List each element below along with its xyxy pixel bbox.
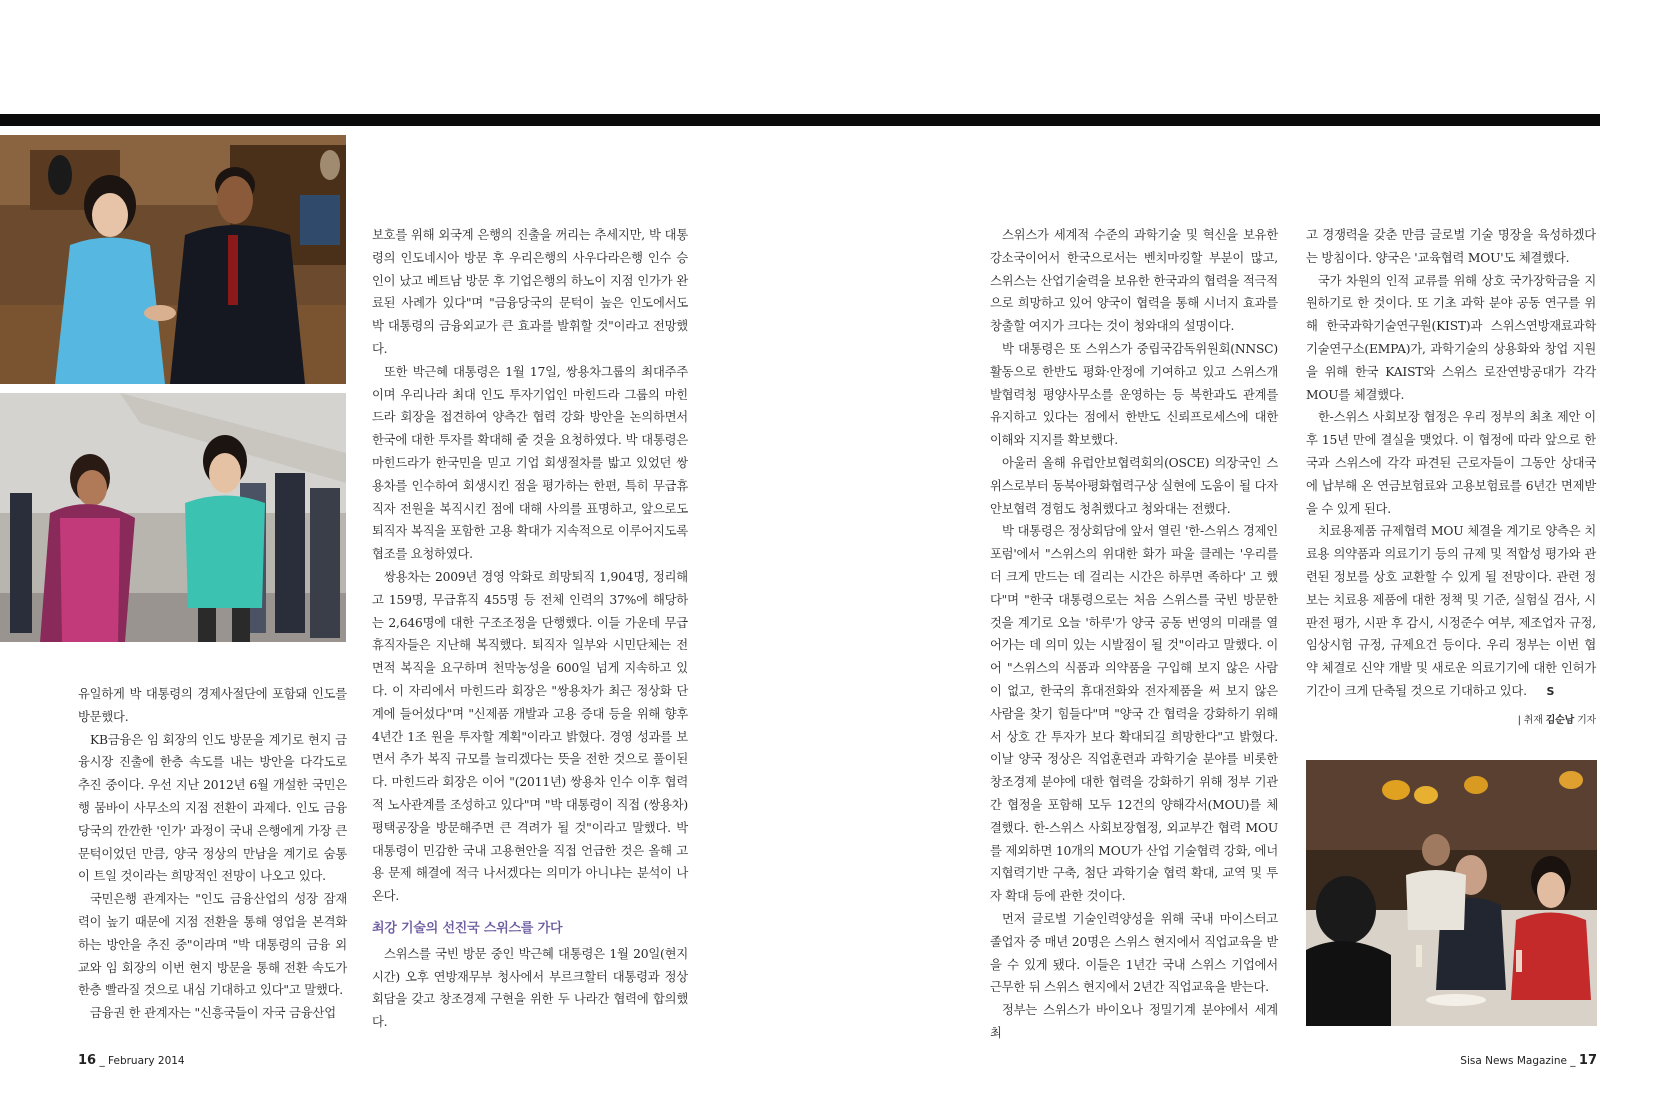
footer-left (78, 1053, 185, 1068)
footer-text: _ February 2014 (99, 1055, 185, 1067)
paragraph: KB금융은 임 회장의 인도 방문을 계기로 현지 금융시장 진출에 한층 속도를 내는 방안을 다각도로 추진 중이다. 우선 지난 2012년 6월 개설한 국민은행 뭄바이 사무소의 지점 전환이 과제다. 인도 금융당국의 깐깐한 '인가' 과정이 국내 은행에게 가장 큰 문턱이었던 만큼, 양국 정상의 만남을 계기로 숨통이 트일 것이라는 희망적인 전망이 나오고 있다. (78, 732, 347, 884)
article-column-2 (372, 224, 688, 1034)
photo-meeting-handshake (0, 135, 346, 384)
paragraph: 고 경쟁력을 갖춘 만큼 글로벌 기술 명장을 육성하겠다는 방침이다. 양국은 '교육협력 MOU'도 체결했다. (1306, 228, 1596, 265)
article-column-3 (990, 224, 1278, 1045)
paragraph: 아울러 올해 유럽안보협력회의(OSCE) 의장국인 스위스로부터 동북아평화협력구상 실현에 도움이 될 다자안보협력 경험도 청취했다고 청와대는 전했다. (990, 455, 1278, 516)
footer-text: Sisa News Magazine _ (1460, 1055, 1576, 1067)
article-column-4 (1306, 224, 1596, 733)
paragraph: 국가 차원의 인적 교류를 위해 상호 국가장학금을 지원하기로 한 것이다. 또 기초 과학 분야 공동 연구를 위해 한국과학기술연구원(KIST)과 스위스연방재료과학기술연구소(EMPA)가, 과학기술의 상용화와 창업 지원을 위해 한국 KAIST와 스위스 로잔연방공대가 각각 MOU를 체결했다. (1306, 273, 1596, 402)
paragraph: 보호를 위해 외국계 은행의 진출을 꺼리는 추세지만, 박 대통령의 인도네시아 방문 후 우리은행의 사우다라은행 인수 승인이 났고 베트남 방문 후 기업은행의 하노이 지점 인가가 완료된 사례가 있다"며 "금융당국의 문턱이 높은 인도에서도 박 대통령의 금융외교가 큰 효과를 발휘할 것"이라고 전망했다. (372, 228, 688, 356)
footer-right (1460, 1053, 1597, 1068)
article-column-1 (78, 683, 347, 1025)
photo-banquet (1306, 760, 1597, 1026)
paragraph: 박 대통령은 또 스위스가 중립국감독위원회(NNSC) 활동으로 한반도 평화·안정에 기여하고 있고 스위스개발협력청 평양사무소를 운영하는 등 북한과도 관계를 유지하고 있다는 점에서 한반도 신뢰프로세스에 대한 이해와 지지를 확보했다. (990, 341, 1278, 448)
paragraph: 금융권 한 관계자는 "신흥국들이 자국 금융산업 (90, 1006, 336, 1021)
byline (1306, 710, 1596, 733)
paragraph-text: 치료용제품 규제협력 MOU 체결을 계기로 양측은 치료용 의약품과 의료기기 등의 규제 및 적합성 평가와 관련된 정보를 상호 교환할 수 있게 될 전망이다. 관련 정보는 치료용 제품에 대한 정책 및 기준, 실험실 검사, 시판전 평가, 시판 후 감시, 시정준수 여부, 제조업자 규정, 임상시험 규정, 규제요건 등이다. 우리 정부는 이번 협약 체결로 신약 개발 및 새로운 의료기기에 대한 인허가 기간이 크게 단축될 것으로 기대하고 있다. (1306, 524, 1596, 698)
paragraph: 스위스를 국빈 방문 중인 박근혜 대통령은 1월 20일(현지시간) 오후 연방재무부 청사에서 부르크할터 대통령과 정상회담을 갖고 창조경제 구현을 위한 두 나라간 협력에 합의했다. (372, 946, 688, 1030)
paragraph: 박 대통령은 정상회담에 앞서 열린 '한-스위스 경제인포럼'에서 "스위스의 위대한 화가 파울 클레는 '우리를 더 크게 만드는 데 걸리는 시간은 하루면 족하다' 고 했다"며 "한국 대통령으로는 처음 스위스를 국빈 방문한 것을 계기로 오늘 '하루'가 양국 공동 번영의 미래를 열어가는 데 의미 있는 시발점이 될 것"이라고 말했다. 이어 "스위스의 식품과 의약품을 구입해 보지 않은 사람이 없고, 한국의 휴대전화와 전자제품을 써 보지 않은 사람을 찾기 힘들다"며 "양국 간 협력을 강화하기 위해서 상호 간 투자가 보다 확대되길 희망한다"고 밝혔다. 이날 양국 정상은 직업훈련과 과학기술 분야를 비롯한 창조경제 분야에 대한 협력을 강화하기 위해 정부 기관간 협정을 포함해 모두 12건의 양해각서(MOU)를 체결했다. 한-스위스 사회보장협정, 외교부간 협력 MOU를 제외하면 10개의 MOU가 산업 기술협력 강화, 에너지협력기반 구축, 첨단 과학기술 협력 확대, 교역 및 투자 확대 등에 관한 것이다. (990, 524, 1278, 904)
paragraph: 한-스위스 사회보장 협정은 우리 정부의 최초 제안 이후 15년 만에 결실을 맺었다. 이 협정에 따라 앞으로 한국과 스위스에 각각 파견된 근로자들이 그동안 상대국에 납부해 온 연금보험료와 고용보험료를 6년간 면제받을 수 있게 된다. (1306, 410, 1596, 516)
end-mark: S (1546, 684, 1555, 698)
paragraph: 정부는 스위스가 바이오나 정밀기계 분야에서 세계 최 (990, 1003, 1278, 1040)
top-rule (0, 114, 1600, 126)
paragraph: 유일하게 박 대통령의 경제사절단에 포함돼 인도를 방문했다. (78, 687, 347, 724)
page-number: 16 (78, 1053, 97, 1068)
paragraph: 또한 박근혜 대통령은 1월 17일, 쌍용차그룹의 최대주주이며 우리나라 최대 인도 투자기업인 마힌드라 그룹의 마힌드라 회장을 접견하여 양측간 협력 강화 방안을 논의하면서 한국에 대한 투자를 확대해 줄 것을 요청하였다. 박 대통령은 마힌드라가 한국민을 믿고 기업 회생절차를 밟고 있었던 쌍용차를 인수하여 회생시킨 점을 평가하는 한편, 특히 무급휴직자 전원을 복직시킨 점에 대해 사의를 표명하고, 앞으로도 퇴직자 복직을 포함한 고용 확대가 지속적으로 이루어지도록 협조를 요청하였다. (372, 364, 688, 562)
byline-suffix: 기자 (1577, 714, 1596, 726)
paragraph (1306, 520, 1596, 703)
paragraph: 쌍용차는 2009년 경영 악화로 희망퇴직 1,904명, 정리해고 159명, 무급휴직 455명 등 전체 인력의 37%에 해당하는 2,646명에 대한 구조조정을 단행했다. 이들 가운데 무급휴직자들은 지난해 복직했다. 퇴직자 일부와 시민단체는 전면적 복직을 요구하며 천막농성을 600일 넘게 지속하고 있다. 이 자리에서 마힌드라 회장은 "쌍용차가 최근 정상화 단계에 들어섰다"며 "신제품 개발과 고용 증대 등을 위해 향후 4년간 1조 원을 투자할 계획"이라고 밝혔다. 경영 성과를 보면서 추가 복직 규모를 늘리겠다는 뜻을 전한 것으로 풀이된다. 마힌드라 회장은 이어 "(2011년) 쌍용차 인수 이후 협력적 노사관계를 조성하고 있다"며 "박 대통령이 직접 (쌍용차) 평택공장을 방문해주면 큰 격려가 될 것"이라고 말했다. 박 대통령이 민감한 국내 고용현안을 직접 언급한 것은 올해 고용 문제 해결에 적극 나서겠다는 의미가 아니냐는 분석이 나온다. (372, 569, 688, 904)
byline-prefix: | 취재 (1517, 714, 1543, 726)
page-number: 17 (1578, 1053, 1597, 1068)
paragraph: 국민은행 관계자는 "인도 금융산업의 성장 잠재력이 높기 때문에 지점 전환을 통해 영업을 본격화하는 방안을 추진 중"이라며 "박 대통령의 금융 외교와 임 회장의 이번 현지 방문을 통해 전환 속도가 한층 빨라질 것으로 내심 기대하고 있다"고 말했다. (78, 892, 347, 998)
byline-name: 김순남 (1545, 714, 1575, 726)
photo-airport-greeting (0, 393, 346, 642)
section-subheading: 최강 기술의 선진국 스위스를 가다 (372, 920, 563, 936)
paragraph: 먼저 글로벌 기술인력양성을 위해 국내 마이스터고 졸업자 중 매년 20명은 스위스 현지에서 직업교육을 받을 수 있게 됐다. 이들은 1년간 국내 스위스 기업에서 근무한 뒤 스위스 현지에서 2년간 직업교육을 받는다. (990, 911, 1278, 995)
paragraph: 스위스가 세계적 수준의 과학기술 및 혁신을 보유한 강소국이어서 한국으로서는 벤치마킹할 부분이 많고, 스위스는 산업기술력을 보유한 한국과의 협력을 적극적으로 희망하고 있어 양국이 협력을 통해 시너지 효과를 창출할 여지가 크다는 것이 청와대의 설명이다. (990, 228, 1278, 334)
